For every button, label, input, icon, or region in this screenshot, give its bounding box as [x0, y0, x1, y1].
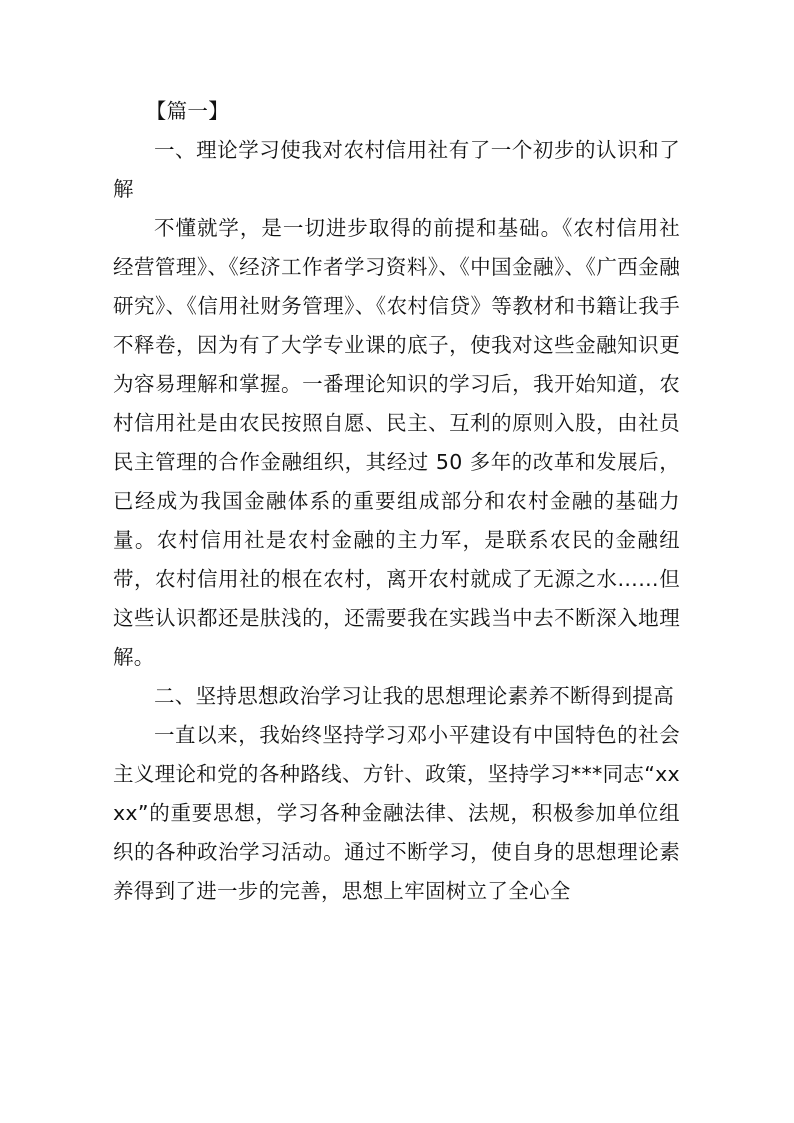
- section-heading-two: 二、坚持思想政治学习让我的思想理论素养不断得到提高: [154, 684, 674, 708]
- body-paragraph: 不懂就学，是一切进步取得的前提和基础。《农村信用社经营管理》、《经济工作者学习资料》、《中国金融》、《广西金融研究》、《信用社财务管理》、《农村信贷》等教材和书籍让我手不释卷，因为有了大学专业课的底子，使我对这些金融知识更为容易理解和掌握。一番理论知识的学习后，我开始知道，农村信用社是由农民按照自愿、民主、互利的原则入股，由社员民主管理的合作金融组织，其经过 50 多年的改革和发展后，已经成为我国金融体系的重要组成部分和农村金融的基础力量。农村信用社是农村金融的主力军，是联系农民的金融纽带，农村信用社的根在农村，离开农村就成了无源之水……但这些认识都还是肤浅的，还需要我在实践当中去不断深入地理解。: [113, 216, 680, 669]
- document-body: [113, 92, 680, 911]
- section-tag: 【篇一】: [145, 99, 229, 123]
- section-heading-one: 一、理论学习使我对农村信用社有了一个初步的认识和了解: [113, 138, 680, 201]
- body-paragraph: 一直以来，我始终坚持学习邓小平建设有中国特色的社会主义理论和党的各种路线、方针、政策，坚持学习***同志“xxxx”的重要思想，学习各种金融法律、法规，积极参加单位组织的各种政治学习活动。通过不断学习，使自身的思想理论素养得到了进一步的完善，思想上牢固树立了全心全: [113, 723, 680, 903]
